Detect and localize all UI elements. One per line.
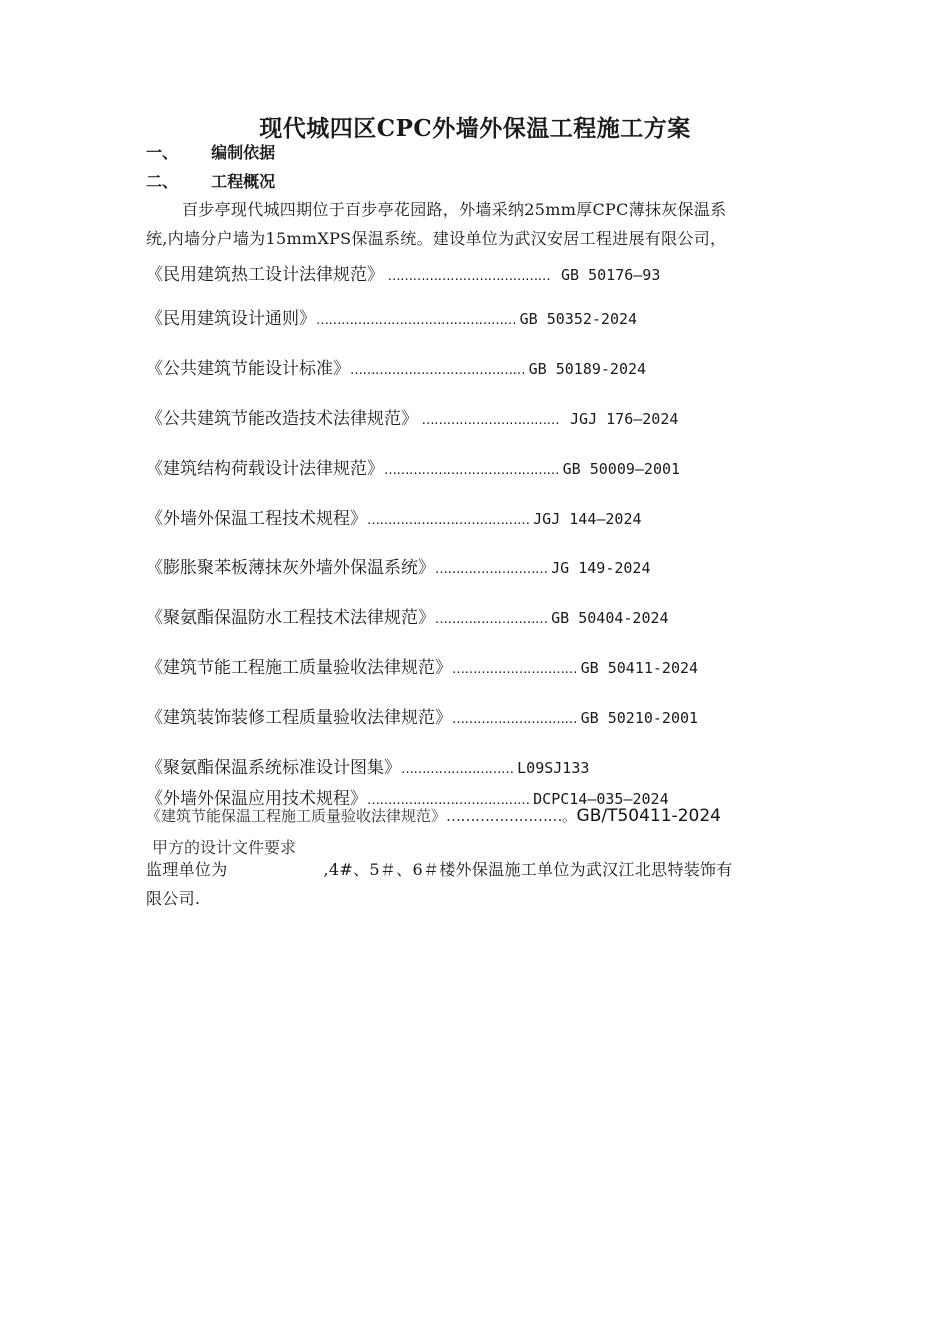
standard-code: JGJ 144—2024 — [533, 510, 642, 528]
closing-line: 限公司. — [146, 889, 201, 908]
leader-dots: ……………………… — [401, 762, 518, 777]
standard-name: 《外墙外保温工程技术规程》 — [146, 509, 367, 529]
standard-entry — [146, 404, 678, 429]
standard-entry — [146, 703, 698, 728]
standard-entry — [146, 454, 680, 479]
leader-dots: ……………………。 — [446, 807, 577, 825]
party-a-requirement: 甲方的设计文件要求 — [152, 838, 297, 857]
standard-entry — [146, 504, 642, 529]
leader-dots: …………………………………… — [350, 363, 529, 378]
supervision-line — [146, 857, 733, 880]
standard-entry — [146, 260, 660, 285]
standard-name: 《聚氨酯保温防水工程技术法律规范》 — [146, 608, 435, 628]
standard-entry — [146, 553, 650, 578]
leader-dots: ……………………… — [435, 612, 552, 627]
section-label: 工程概况 — [211, 172, 276, 191]
document-title: 现代城四区CPC外墙外保温工程施工方案 — [259, 115, 691, 142]
extra-standard-entry — [146, 805, 721, 826]
standard-name: 《外墙外保温应用技术规程》 — [146, 789, 367, 809]
leader-dots: ………………………………… — [367, 793, 534, 808]
standard-code: GB 50411-2024 — [580, 659, 699, 677]
standard-name: 《建筑节能保温工程施工质量验收法律规范》 — [146, 807, 447, 825]
leader-dots: ………………………………………… — [316, 313, 520, 328]
standard-name: 《民用建筑热工设计法律规范》 — [146, 265, 384, 285]
section-heading-project-overview — [146, 169, 275, 192]
standard-code: JGJ 176—2024 — [570, 410, 679, 428]
supervision-prefix: 监理单位为 — [146, 860, 228, 879]
standard-code: GB 50009—2001 — [562, 460, 681, 478]
standard-name: 《建筑装饰装修工程质量验收法律规范》 — [146, 708, 452, 728]
leader-dots: ………………………… — [452, 662, 581, 677]
section-heading-compilation-basis — [146, 140, 275, 163]
leader-dots: ……………………… — [435, 562, 552, 577]
section-number: 一、 — [146, 143, 179, 162]
standard-code: GB/T50411-2024 — [576, 806, 721, 826]
overview-paragraph-line: 百步亭现代城四期位于百步亭花园路，外墙采纳25mm厚CPC薄抹灰保温系 — [182, 200, 727, 219]
standard-entry — [146, 753, 589, 778]
supervision-rest: ,4#、5＃、6＃楼外保温施工单位为武汉江北思特装饰有 — [323, 860, 733, 879]
leader-dots: …………………………… — [418, 413, 571, 428]
section-label: 编制依据 — [211, 143, 276, 162]
leader-dots: ………………………… — [452, 712, 581, 727]
standard-code: GB 50189-2024 — [528, 360, 647, 378]
standard-entry — [146, 304, 637, 329]
leader-dots: ………………………………… — [367, 513, 534, 528]
standard-code: DCPC14—035—2024 — [533, 790, 669, 808]
standard-entry — [146, 354, 646, 379]
standard-name: 《聚氨酯保温系统标准设计图集》 — [146, 758, 401, 778]
standard-name: 《建筑结构荷载设计法律规范》 — [146, 459, 384, 479]
leader-dots: ………………………………… — [384, 269, 562, 284]
leader-dots: …………………………………… — [384, 463, 563, 478]
standard-code: GB 50352-2024 — [519, 310, 638, 328]
section-number: 二、 — [146, 172, 179, 191]
standard-name: 《膨胀聚苯板薄抹灰外墙外保温系统》 — [146, 558, 435, 578]
standard-code: JG 149-2024 — [551, 559, 651, 577]
standard-name: 《建筑节能工程施工质量验收法律规范》 — [146, 658, 452, 678]
standard-name: 《公共建筑节能设计标准》 — [146, 359, 350, 379]
standard-entry — [146, 653, 698, 678]
overview-paragraph-line: 统,内墙分户墙为15mmXPS保温系统。建设单位为武汉安居工程进展有限公司， — [146, 229, 727, 248]
standard-entry — [146, 603, 669, 628]
standard-code: GB 50210-2001 — [580, 709, 699, 727]
standard-code: GB 50404-2024 — [551, 609, 669, 627]
standard-name: 《公共建筑节能改造技术法律规范》 — [146, 409, 418, 429]
standard-code: GB 50176—93 — [561, 266, 661, 284]
standard-code: L09SJ133 — [517, 759, 590, 777]
standard-name: 《民用建筑设计通则》 — [146, 309, 316, 329]
